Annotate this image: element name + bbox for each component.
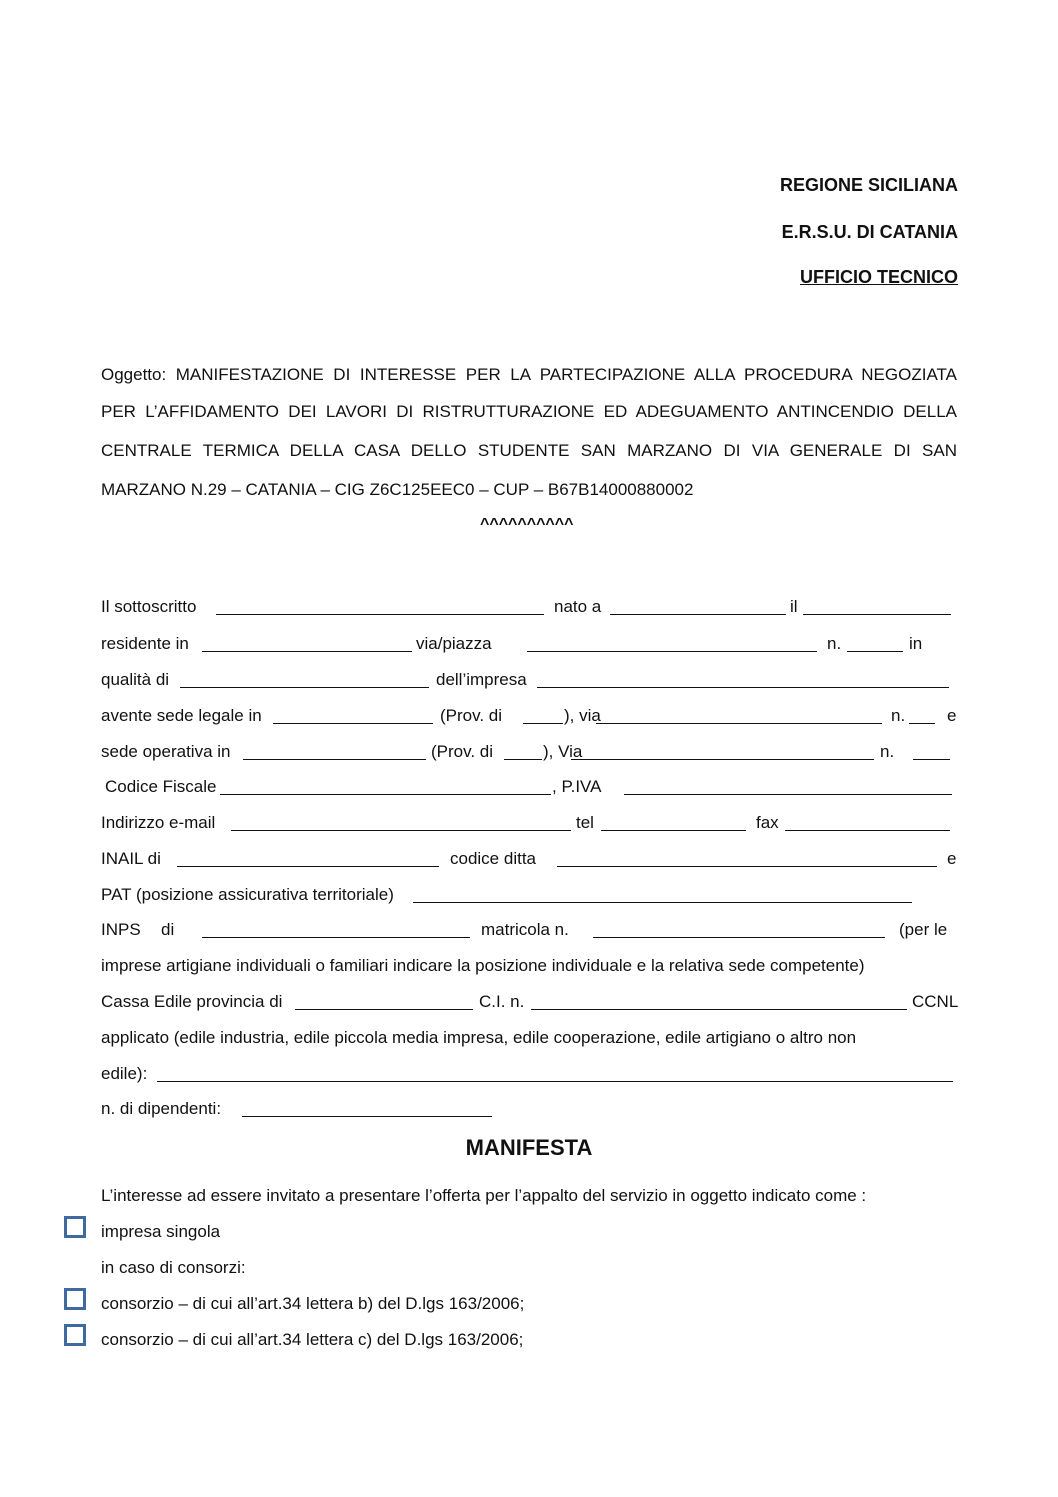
- manifesta-title: MANIFESTA: [465, 1135, 593, 1160]
- field-matricola[interactable]: [593, 937, 885, 938]
- label-pat: PAT (posizione assicurativa territoriale): [101, 885, 394, 904]
- label-codice-ditta: codice ditta: [450, 849, 536, 868]
- label-prov-legale: (Prov. di: [440, 706, 503, 725]
- label-e-inail: e: [947, 849, 957, 868]
- manifesta-intro: L’interesse ad essere invitato a presentare l’offerta per l’appalto del servizio in oggetto indicato come :: [101, 1186, 867, 1205]
- field-n-operativa[interactable]: [913, 759, 950, 760]
- subject-line-3: CENTRALE TERMICA DELLA CASA DELLO STUDENTE SAN MARZANO DI VIA GENERALE DI SAN: [101, 441, 957, 460]
- label-piva: , P.IVA: [552, 777, 602, 796]
- field-piva[interactable]: [624, 794, 952, 795]
- label-inps-di: di: [161, 920, 175, 939]
- label-residente-in: residente in: [101, 634, 189, 653]
- label-prov-operativa: (Prov. di: [431, 742, 494, 761]
- label-consorzi: in caso di consorzi:: [101, 1258, 246, 1277]
- text-imprese-artigiane: imprese artigiane individuali o familiari indicare la posizione individuale e la relativa sede competente): [101, 956, 865, 975]
- label-codice-fiscale: Codice Fiscale: [105, 777, 217, 796]
- field-il[interactable]: [803, 614, 951, 615]
- label-n-operativa: n.: [880, 742, 895, 761]
- label-via-legale: ), via: [564, 706, 601, 725]
- field-inail[interactable]: [177, 866, 439, 867]
- field-via-operativa[interactable]: [571, 759, 874, 760]
- field-ci-n[interactable]: [531, 1009, 907, 1010]
- checkbox-consorzio-b[interactable]: [64, 1288, 86, 1310]
- label-ci-n: C.I. n.: [479, 992, 525, 1011]
- header-ersu: E.R.S.U. DI CATANIA: [781, 222, 958, 242]
- label-dell-impresa: dell’impresa: [436, 670, 527, 689]
- field-sottoscritto[interactable]: [216, 614, 544, 615]
- label-email: Indirizzo e-mail: [101, 813, 216, 832]
- field-fax[interactable]: [785, 830, 950, 831]
- separator: ^^^^^^^^^^: [480, 516, 574, 533]
- field-ccnl[interactable]: [157, 1081, 953, 1082]
- field-codice-ditta[interactable]: [557, 866, 937, 867]
- label-fax: fax: [756, 813, 779, 832]
- label-via-operativa: ), Via: [543, 742, 583, 761]
- field-email[interactable]: [231, 830, 571, 831]
- field-inps[interactable]: [202, 937, 470, 938]
- label-inps: INPS: [101, 920, 141, 939]
- label-sede-operativa: sede operativa in: [101, 742, 231, 761]
- label-inail: INAIL di: [101, 849, 161, 868]
- subject-line-2: PER L’AFFIDAMENTO DEI LAVORI DI RISTRUTTURAZIONE ED ADEGUAMENTO ANTINCENDIO DELLA: [101, 402, 957, 421]
- label-il: il: [790, 597, 798, 616]
- label-in: in: [909, 634, 923, 653]
- field-sede-operativa[interactable]: [243, 759, 426, 760]
- label-matricola: matricola n.: [481, 920, 569, 939]
- label-edile: edile):: [101, 1064, 148, 1083]
- label-ccnl: CCNL: [912, 992, 959, 1011]
- field-n-dipendenti[interactable]: [242, 1116, 492, 1117]
- field-codice-fiscale[interactable]: [220, 794, 551, 795]
- label-per-le: (per le: [899, 920, 948, 939]
- option-impresa-singola: impresa singola: [101, 1222, 221, 1241]
- field-via-legale[interactable]: [596, 723, 882, 724]
- checkbox-impresa-singola[interactable]: [64, 1216, 86, 1238]
- subject-line-1: Oggetto: MANIFESTAZIONE DI INTERESSE PER LA PARTECIPAZIONE ALLA PROCEDURA NEGOZIATA: [101, 365, 957, 384]
- header-region: REGIONE SICILIANA: [779, 175, 958, 195]
- field-prov-legale[interactable]: [523, 723, 563, 724]
- label-tel: tel: [576, 813, 594, 832]
- label-n-legale: n.: [891, 706, 906, 725]
- field-cassa-edile[interactable]: [295, 1009, 473, 1010]
- header-ufficio: UFFICIO TECNICO: [800, 267, 958, 287]
- label-n: n.: [827, 634, 842, 653]
- field-nato-a[interactable]: [610, 614, 786, 615]
- field-n-civico[interactable]: [847, 651, 903, 652]
- field-tel[interactable]: [601, 830, 746, 831]
- field-residente-in[interactable]: [202, 651, 412, 652]
- option-consorzio-b: consorzio – di cui all’art.34 lettera b) del D.lgs 163/2006;: [101, 1294, 525, 1313]
- label-sede-legale: avente sede legale in: [101, 706, 262, 725]
- label-sottoscritto: Il sottoscritto: [101, 597, 197, 616]
- label-nato-a: nato a: [554, 597, 602, 616]
- field-n-legale[interactable]: [909, 723, 935, 724]
- label-e: e: [947, 706, 957, 725]
- field-prov-operativa[interactable]: [504, 759, 542, 760]
- label-qualita-di: qualità di: [101, 670, 170, 689]
- field-via-piazza[interactable]: [527, 651, 817, 652]
- label-n-dipendenti: n. di dipendenti:: [101, 1099, 222, 1118]
- field-qualita-di[interactable]: [180, 687, 429, 688]
- field-impresa[interactable]: [537, 687, 949, 688]
- text-applicato: applicato (edile industria, edile piccola media impresa, edile cooperazione, edile artigiano o altro non: [101, 1028, 857, 1047]
- checkbox-consorzio-c[interactable]: [64, 1324, 86, 1346]
- field-sede-legale[interactable]: [273, 723, 433, 724]
- subject-line-4: MARZANO N.29 – CATANIA – CIG Z6C125EEC0 – CUP – B67B14000880002: [101, 480, 694, 499]
- label-cassa-edile: Cassa Edile provincia di: [101, 992, 283, 1011]
- field-pat[interactable]: [413, 902, 912, 903]
- label-via-piazza: via/piazza: [416, 634, 492, 653]
- option-consorzio-c: consorzio – di cui all’art.34 lettera c) del D.lgs 163/2006;: [101, 1330, 524, 1349]
